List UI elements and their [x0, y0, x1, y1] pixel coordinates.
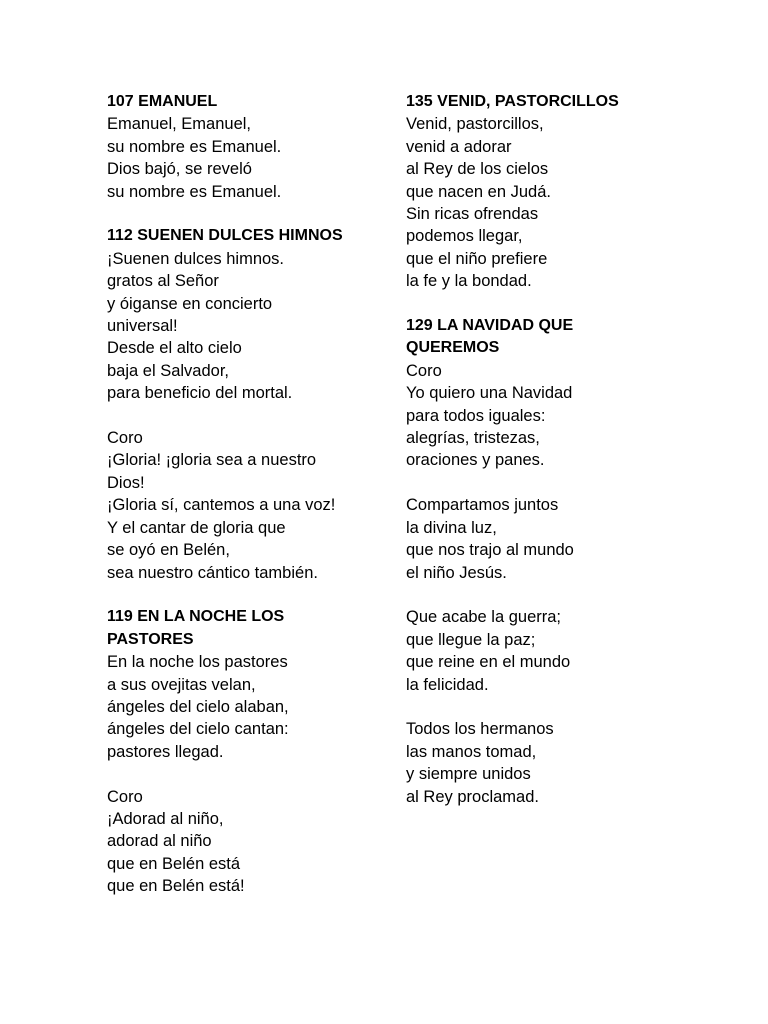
- lyric-line: que nos trajo al mundo: [406, 541, 574, 560]
- lyric-line: Todos los hermanos: [406, 720, 554, 739]
- lyric-line: su nombre es Emanuel.: [107, 182, 282, 201]
- lyric-line: venid a adorar: [406, 137, 512, 156]
- song-title: 129 LA NAVIDAD QUE QUEREMOS: [406, 317, 574, 357]
- lyric-line: las manos tomad,: [406, 742, 537, 761]
- lyric-line: Coro: [406, 361, 442, 380]
- song-block: [406, 315, 666, 808]
- stanza: [107, 427, 367, 584]
- stanza: [406, 606, 666, 696]
- lyric-line: se oyó en Belén,: [107, 541, 230, 560]
- lyric-line: sea nuestro cántico también.: [107, 563, 318, 582]
- lyric-line: la fe y la bondad.: [406, 272, 532, 291]
- lyric-line: ¡Adorad al niño,: [107, 809, 224, 828]
- lyric-line: ¡Gloria! ¡gloria sea a nuestro: [107, 451, 317, 470]
- lyric-line: En la noche los pastores: [107, 653, 288, 672]
- lyric-line: que en Belén está: [107, 854, 241, 873]
- song-title: 119 EN LA NOCHE LOS PASTORES: [107, 608, 285, 648]
- lyric-line: ¡Gloria sí, cantemos a una voz!: [107, 496, 336, 515]
- lyric-line: que reine en el mundo: [406, 653, 571, 672]
- lyric-line: Y el cantar de gloria que: [107, 518, 286, 537]
- lyric-line: Venid, pastorcillos,: [406, 115, 544, 134]
- lyric-line: Yo quiero una Navidad: [406, 384, 573, 403]
- lyric-line: adorad al niño: [107, 832, 212, 851]
- lyric-line: ángeles del cielo alaban,: [107, 697, 289, 716]
- lyric-line: que nacen en Judá.: [406, 182, 551, 201]
- lyric-line: Dios bajó, se reveló: [107, 160, 252, 179]
- lyric-line: baja el Salvador,: [107, 361, 230, 380]
- left-column: [107, 91, 367, 920]
- song-block: [107, 225, 367, 583]
- lyric-line: Dios!: [107, 473, 145, 492]
- lyric-line: la felicidad.: [406, 675, 489, 694]
- song-title: 107 EMANUEL: [107, 93, 218, 110]
- lyric-line: Compartamos juntos: [406, 496, 559, 515]
- lyric-line: a sus ovejitas velan,: [107, 675, 256, 694]
- stanza: [107, 113, 367, 203]
- lyric-line: Que acabe la guerra;: [406, 608, 562, 627]
- lyric-line: al Rey de los cielos: [406, 160, 549, 179]
- song-block: [107, 91, 367, 203]
- lyric-line: y óiganse en concierto: [107, 294, 273, 313]
- lyric-line: al Rey proclamad.: [406, 787, 539, 806]
- lyric-line: gratos al Señor: [107, 272, 219, 291]
- lyric-line: ¡Suenen dulces himnos.: [107, 249, 285, 268]
- stanza: [406, 494, 666, 584]
- stanza: [107, 651, 367, 763]
- stanza: [107, 248, 367, 405]
- stanza: [406, 718, 666, 808]
- lyric-line: alegrías, tristezas,: [406, 429, 540, 448]
- lyric-line: y siempre unidos: [406, 765, 531, 784]
- lyric-line: que el niño prefiere: [406, 249, 548, 268]
- lyric-line: podemos llegar,: [406, 227, 523, 246]
- lyric-line: Sin ricas ofrendas: [406, 205, 539, 224]
- lyric-line: oraciones y panes.: [406, 451, 545, 470]
- song-title: 112 SUENEN DULCES HIMNOS: [107, 227, 343, 245]
- lyric-line: para beneficio del mortal.: [107, 384, 293, 403]
- right-column: [406, 91, 666, 830]
- lyric-line: pastores llegad.: [107, 742, 224, 761]
- stanza: [406, 113, 666, 292]
- stanza: [107, 786, 367, 898]
- stanza: [406, 360, 666, 472]
- lyric-line: Coro: [107, 787, 143, 806]
- lyric-line: ángeles del cielo cantan:: [107, 720, 289, 739]
- lyric-line: Coro: [107, 429, 143, 448]
- lyric-line: su nombre es Emanuel.: [107, 137, 282, 156]
- lyric-line: Emanuel, Emanuel,: [107, 115, 251, 134]
- lyric-line: el niño Jesús.: [406, 563, 507, 582]
- lyric-line: Desde el alto cielo: [107, 339, 242, 358]
- song-block: [406, 91, 666, 293]
- song-title: 135 VENID, PASTORCILLOS: [406, 93, 619, 110]
- lyric-line: universal!: [107, 317, 178, 336]
- lyric-line: que llegue la paz;: [406, 630, 536, 649]
- song-block: [107, 606, 367, 897]
- lyric-line: que en Belén está!: [107, 877, 245, 896]
- lyric-line: para todos iguales:: [406, 406, 546, 425]
- lyric-line: la divina luz,: [406, 518, 497, 537]
